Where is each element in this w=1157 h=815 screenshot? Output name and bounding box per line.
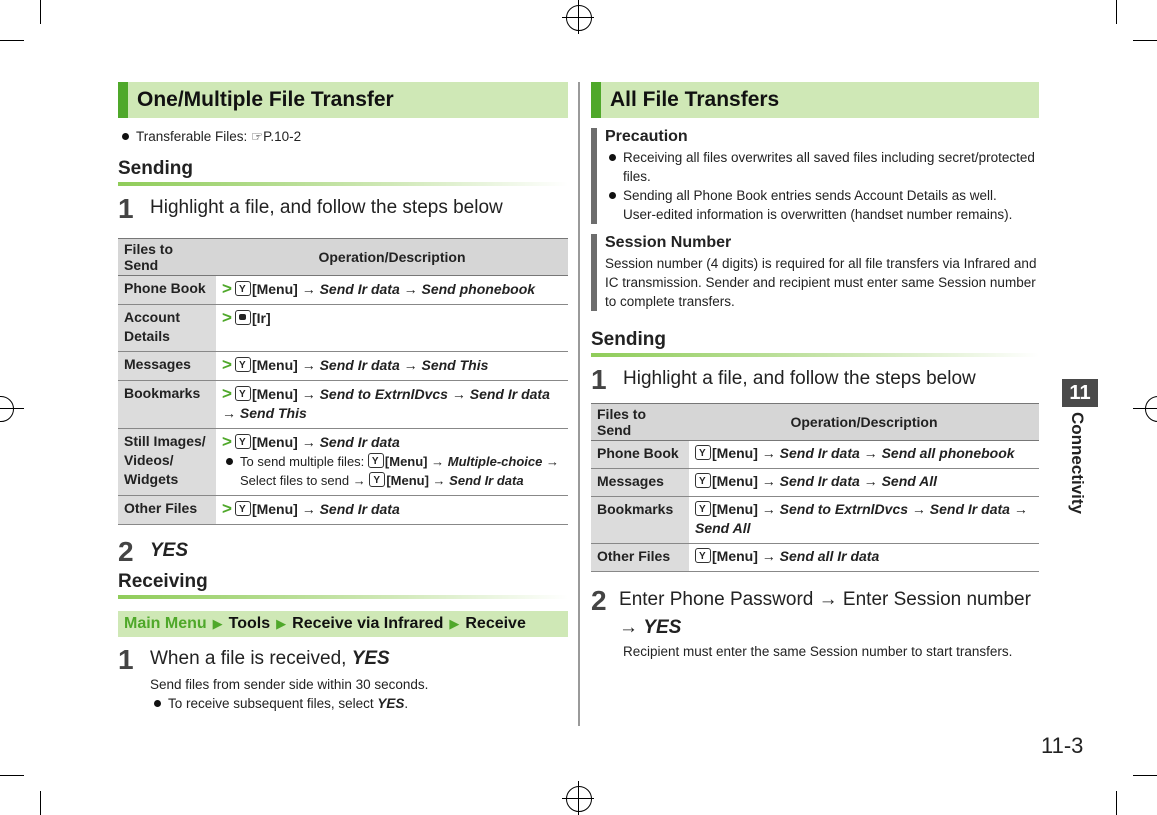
menu-key-icon [695, 445, 711, 460]
menu-key-icon [235, 357, 251, 372]
section-title: All File Transfers [591, 82, 1039, 118]
column-header: Files to Send [591, 404, 689, 441]
camera-key-icon [235, 310, 251, 325]
step-number: 1 [118, 644, 134, 675]
breadcrumb-item: Tools [228, 615, 271, 632]
send-all-operations-table [591, 403, 1039, 572]
crop-mark [1133, 40, 1157, 41]
arrow-icon: > [222, 355, 232, 374]
registration-mark [0, 396, 14, 422]
table-row: Messages >Y [Menu] → Send Ir data → Send This [118, 352, 568, 381]
arrow-icon: > [222, 499, 232, 518]
menu-key-icon [368, 453, 384, 468]
registration-mark [566, 5, 592, 31]
step-1 [118, 194, 568, 224]
row-key: Phone Book [591, 441, 689, 469]
step-text: Highlight a file, and follow the steps below [150, 197, 503, 218]
table-row: Phone Book >Y [Menu] → Send Ir data → Send phonebook [118, 276, 568, 305]
table-row: Other Files Y [Menu] → Send all Ir data [591, 544, 1039, 572]
precaution-title: Precaution [605, 128, 688, 145]
triangle-right-icon: ▶ [449, 616, 460, 631]
breadcrumb-item: Receive [465, 615, 526, 632]
table-row: Account Details > [Ir] [118, 305, 568, 352]
menu-key-icon [235, 501, 251, 516]
arrow-icon: > [222, 279, 232, 298]
row-key: Bookmarks [591, 497, 689, 544]
crop-mark [40, 791, 41, 815]
session-box [591, 234, 1039, 311]
triangle-right-icon: ▶ [212, 616, 223, 631]
receive-bullet: To receive subsequent files, select YES. [150, 694, 568, 713]
step-number: 1 [591, 364, 607, 395]
step-text: Enter Phone Password → Enter Session number → YES [619, 589, 1031, 638]
crop-mark [0, 775, 24, 776]
arrow-icon: > [222, 384, 232, 403]
step-text: When a file is received, YES [150, 648, 390, 669]
sending-heading: Sending [118, 158, 568, 186]
table-row: Bookmarks >Y [Menu] → Send to ExtrnlDvcs → Send Ir data → Send This [118, 381, 568, 429]
session-title: Session Number [605, 234, 732, 251]
crop-mark [0, 40, 24, 41]
row-key: Other Files [591, 544, 689, 572]
crop-mark [40, 0, 41, 24]
page-number: 11-3 [1041, 733, 1084, 758]
step-number: 1 [118, 193, 134, 224]
crop-mark [1116, 0, 1117, 24]
chapter-label: Connectivity [1068, 412, 1087, 515]
receive-step-1 [118, 645, 568, 675]
column-header: Files to Send [118, 239, 216, 276]
menu-key-icon [695, 548, 711, 563]
menu-key-icon [695, 501, 711, 516]
step-text: Highlight a file, and follow the steps below [623, 368, 976, 389]
table-row: Bookmarks Y [Menu] → Send to ExtrnlDvcs → Send Ir data → Send All [591, 497, 1039, 544]
column-divider [578, 82, 580, 726]
arrow-icon: > [222, 308, 232, 327]
table-row: Other Files >Y [Menu] → Send Ir data [118, 496, 568, 525]
transferable-files-note: Transferable Files: ☞P.10-2 [118, 127, 568, 146]
row-key: Phone Book [118, 276, 216, 305]
breadcrumb-item: Receive via Infrared [292, 615, 444, 632]
menu-key-icon [695, 473, 711, 488]
send-operations-table [118, 238, 568, 525]
registration-mark [566, 786, 592, 812]
left-column [118, 82, 568, 713]
row-key: Messages [591, 469, 689, 497]
section-title: One/Multiple File Transfer [118, 82, 568, 118]
receiving-heading: Receiving [118, 571, 568, 599]
step-number: 2 [118, 536, 134, 567]
row-key: Other Files [118, 496, 216, 525]
menu-key-icon [235, 386, 251, 401]
right-column [591, 82, 1039, 661]
table-row: Messages Y [Menu] → Send Ir data → Send All [591, 469, 1039, 497]
arrow-icon: > [222, 432, 232, 451]
sending-heading: Sending [591, 329, 1039, 357]
precaution-item: Sending all Phone Book entries sends Account Details as well. User-edited information is overwritten (handset number remains). [605, 186, 1039, 224]
column-header: Operation/Description [689, 404, 1039, 441]
session-text: Session number (4 digits) is required for all file transfers via Infrared and IC transmission. Sender and recipient must enter same Session number to complete transfers. [605, 256, 1037, 309]
menu-key-icon [235, 434, 251, 449]
step-2 [118, 537, 568, 567]
row-key: Bookmarks [118, 381, 216, 429]
step-1 [591, 365, 1039, 395]
table-row: Still Images/ Videos/ Widgets >Y [Menu] → Send Ir data To send multiple files: Y[Menu] → Multiple-choice → Select files to send → Y[Menu] → Send Ir data [118, 429, 568, 496]
menu-key-icon [235, 281, 251, 296]
precaution-item: Receiving all files overwrites all saved files including secret/protected files. [605, 148, 1039, 186]
row-key: Account Details [118, 305, 216, 352]
breadcrumb [118, 611, 568, 637]
breadcrumb-item: Main Menu [124, 615, 207, 632]
row-key: Still Images/ Videos/ Widgets [118, 429, 216, 496]
step-2 [591, 586, 1039, 642]
step-text: YES [150, 540, 189, 561]
column-header: Operation/Description [216, 239, 568, 276]
receive-note: Send files from sender side within 30 seconds. [150, 677, 429, 692]
row-key: Messages [118, 352, 216, 381]
registration-mark [1145, 396, 1157, 422]
menu-key-icon [369, 472, 385, 487]
step-number: 2 [591, 585, 607, 616]
table-row: Phone Book Y [Menu] → Send Ir data → Send all phonebook [591, 441, 1039, 469]
crop-mark [1116, 791, 1117, 815]
chapter-number: 11 [1062, 379, 1098, 407]
precaution-box [591, 128, 1039, 224]
step-2-note: Recipient must enter the same Session number to start transfers. [623, 644, 1013, 659]
triangle-right-icon: ▶ [276, 616, 287, 631]
crop-mark [1133, 775, 1157, 776]
